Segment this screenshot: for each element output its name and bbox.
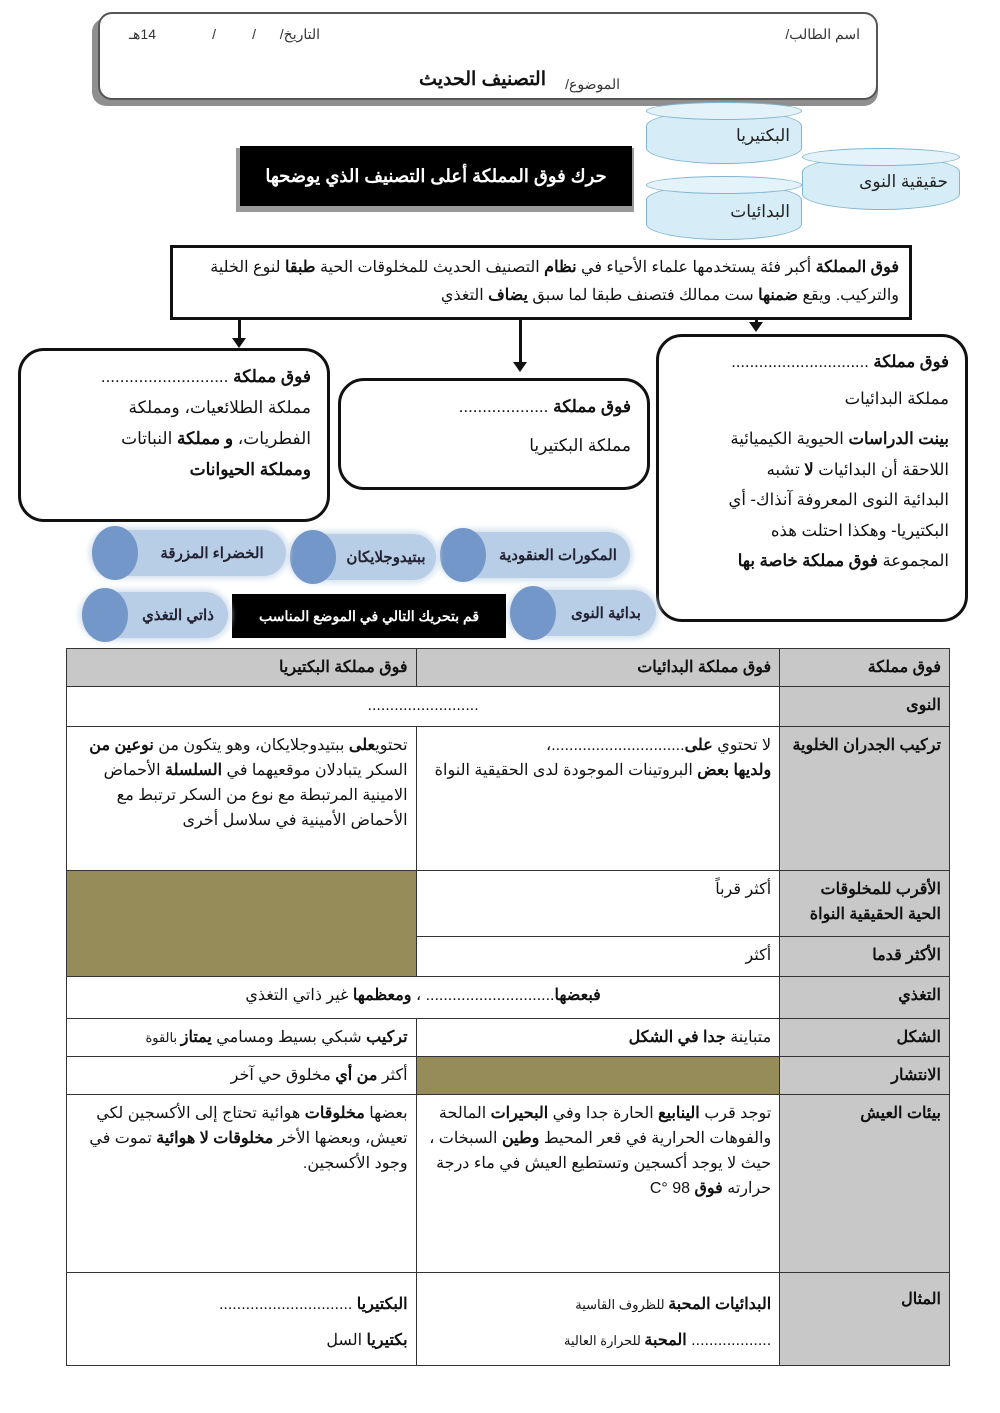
blank-dots[interactable]: ............................. ، [411,987,555,1004]
row-label: تركيب الجدران الخلوية [780,727,950,871]
blank-dots[interactable]: ......................... [67,687,780,727]
cell-archaea-habitat [416,1095,780,1273]
cell-bold: تركيب [366,1029,408,1046]
pill-label: ببتيدوجلايكان [346,549,426,566]
arrow-middle-head [513,362,527,372]
arrow-right-head [749,322,763,332]
cell-text: للحرارة العالية [564,1333,645,1348]
table-header-label: فوق مملكة [780,649,950,687]
cell-text: بالقوة [145,1030,181,1045]
box-archaea [656,334,968,622]
cell-text: تحتوي [375,737,408,754]
pill-circle [440,528,486,582]
cell-text: متباينة [725,1029,772,1046]
table-row [67,977,950,1019]
table-row [67,649,950,687]
cell-bacteria-wall [67,727,417,871]
cylinder-top [802,148,960,166]
cell-bold: فوق [694,1180,723,1197]
cell-nutrition [67,977,780,1019]
box-title: فوق مملكة [553,397,631,416]
def-text: أكبر فئة يستخدمها علماء الأحياء في [576,259,816,276]
table-row [67,687,950,727]
table-row [67,1019,950,1057]
row-label: الانتشار [780,1057,950,1095]
pill-label: الخضراء المزرقة [160,545,264,562]
box-title: فوق مملكة [873,353,949,371]
blank-dots[interactable]: .............................. [218,1296,357,1313]
cell-bacteria-habitat [67,1095,417,1273]
cell-text: 98 °C [649,1180,695,1197]
cell-text: المالحة والفوهات الحرارية في قعر المحيط [438,1105,772,1147]
topic-label: الموضوع/ [565,76,620,92]
box-line: البكتيريا- وهكذا احتلت هذه [770,521,949,540]
row-label: التغذي [780,977,950,1019]
blank-dots[interactable]: ..............................، [546,737,685,754]
box-line [675,455,949,486]
pill-circle [290,530,336,584]
def-text: ست ممالك فتصنف طبقا لما سبق [527,287,759,304]
cell-bacteria-example [67,1273,417,1366]
cylinder-top [646,102,802,120]
drop-zone-olive[interactable] [416,1057,780,1095]
student-name-label: اسم الطالب/ [785,26,860,42]
cell-archaea-wall [416,727,780,871]
def-text: التغذي [440,287,489,304]
cylinder-eukarya[interactable] [802,148,960,210]
arrow-left-head [232,338,246,348]
box-line: مملكة البدائيات [844,389,949,408]
box-line [675,546,949,577]
year-label: 14هـ [128,26,156,42]
row-label: الشكل [780,1019,950,1057]
def-bold: يضاف [488,287,528,304]
date-label: التاريخ/ [279,26,320,42]
box-title-row [675,347,949,378]
cell-bold: ولديها بعض [697,762,772,779]
blank-dots[interactable]: ................... [458,397,549,416]
cylinder-label: حقيقية النوى [859,172,948,191]
box-title-row [37,361,311,392]
cell-text: الأحماض الامينية المرتبطة مع نوع من السكر ترتبط مع الأحماض الأمينية في سلاسل أخرى [103,762,408,829]
row-label: النوى [780,687,950,727]
definition-box [170,245,912,320]
box-text: تشبه [766,460,805,479]
instruction-banner: حرك فوق المملكة أعلى التصنيف الذي يوضحها [240,146,632,206]
cell-bacteria-shape [67,1019,417,1057]
pill-label: المكورات العنقودية [499,547,617,564]
cell-bold: نوعين من [89,737,154,754]
cell-bold: بكتيريا [366,1332,408,1349]
box-bold: بينت الدراسات [848,430,949,448]
cell-bold: المحبة [644,1332,692,1349]
cylinder-archaea[interactable] [646,176,802,240]
box-line: مملكة البكتيريا [529,436,631,455]
cell-bold: يمتاز [180,1029,212,1046]
cell-bold: البدائيات المحبة [668,1296,772,1313]
cell-text: توجد قرب [699,1105,772,1122]
box-line [37,423,311,454]
cell-bold: الينابيع [658,1105,700,1122]
box-bold: و مملكة [177,429,234,448]
box-title: فوق مملكة [233,367,311,386]
table-row [67,871,950,937]
cell-bold: مخلوقات لا هوائية [156,1130,274,1147]
cell-text: السبخات ، حيث لا يوجد أكسجين وتستطيع العيش في ماء درجة حرارته [429,1130,772,1197]
cell-bold: على [348,737,376,754]
box-text: الفطريات، [233,429,311,448]
blank-dots[interactable]: .................. [691,1332,772,1349]
cell-bold: من أي [335,1067,378,1084]
cell-text: السل [326,1332,367,1349]
cell-bold: على [684,737,713,754]
drop-zone-olive[interactable] [67,871,417,977]
cell-text: هوائية تحتاج إلى الأكسجين لكي تعيش، وبعضها الأخر [96,1105,408,1147]
instruction-banner-2: قم بتحريك التالي في الموضع المناسب [232,594,506,638]
box-text: الحيوية الكيميائية [730,430,849,448]
row-label: المثال [780,1273,950,1366]
date-slash: / [212,26,216,42]
box-text: النباتات [121,429,178,448]
cell-archaea-shape [416,1019,780,1057]
row-label: الأكثر قدما [780,937,950,977]
blank-dots[interactable]: ........................... [100,367,229,386]
cell-text: للظروف القاسية [575,1297,669,1312]
cylinder-label: البدائيات [730,202,790,221]
table-header-archaea: فوق مملكة البدائيات [416,649,780,687]
table-row [67,1057,950,1095]
drag-pill-peptidoglycan[interactable] [290,534,436,580]
pill-circle [510,586,556,640]
row-label: الأقرب للمخلوقات الحية الحقيقية النواة [780,871,950,937]
box-bold: فوق مملكة خاصة بها [737,552,878,570]
table-header-bacteria: فوق مملكة البكتيريا [67,649,417,687]
cell-bold: فبعضها [554,987,601,1004]
cylinder-top [646,176,802,194]
pill-label: بدائية النوى [571,605,641,622]
cylinder-bacteria[interactable] [646,102,802,164]
drag-pill-prokaryote[interactable] [510,590,656,636]
cell-text: لا تحتوي [712,737,772,754]
box-line: ومملكة الحيوانات [189,460,311,479]
arrow-middle-line [519,320,522,362]
cell-text: البروتينات الموجودة لدى الحقيقية النواة [434,762,698,779]
def-bold: فوق المملكة [815,259,899,276]
box-line: البدائية النوى المعروفة آنذاك- أي [728,491,949,509]
box-line: مملكة الطلائعيات، ومملكة [128,398,311,417]
table-row [67,1095,950,1273]
def-bold: طبقا [285,259,316,276]
drag-pill-staphylococcus[interactable] [440,532,630,578]
cylinder-label: البكتيريا [736,126,790,145]
blank-dots[interactable]: .............................. [731,353,869,371]
box-bold: لا [804,460,814,479]
cell-text: تموت في وجود الأكسجين. [89,1130,408,1172]
pill-circle [92,526,138,580]
cell-text: السكر يتبادلان موقعيهما في [222,762,408,779]
cell-bold: البكتيريا [356,1296,408,1313]
box-text: المجموعة [877,552,949,570]
def-bold: ضمنها [758,287,799,304]
cell-text: شبكي بسيط ومسامي [211,1029,367,1046]
cell-bacteria-spread [67,1057,417,1095]
comparison-table [66,648,950,1366]
def-text: التصنيف الحديث للمخلوقات الحية [315,259,545,276]
cell-archaea-oldest: أكثر [416,937,780,977]
box-bacteria [338,378,650,490]
cell-text: أكثر [377,1067,408,1084]
worksheet-header [98,12,878,100]
cell-bold: مخلوقات [304,1105,365,1122]
cell-bold: السلسلة [164,762,223,779]
def-bold: نظام [544,259,577,276]
pill-circle [82,588,128,642]
cell-text: بعضها [364,1105,408,1122]
cell-bold: البحيرات [490,1105,549,1122]
table-row [67,727,950,871]
page-title: التصنيف الحديث [419,69,546,90]
pill-label: ذاتي التغذي [142,607,214,624]
date-slash: / [252,26,256,42]
drag-pill-autotroph[interactable] [82,592,228,638]
cell-text: ببتيدوجلايكان، وهو يتكون من [153,737,349,754]
row-label: بيئات العيش [780,1095,950,1273]
box-line [675,424,949,455]
cell-text: غير ذاتي التغذي [245,987,353,1004]
box-text: اللاحقة أن البدائيات [813,460,949,479]
cell-archaea-closest: أكثر قرباً [416,871,780,937]
cell-archaea-example [416,1273,780,1366]
box-title-row [357,391,631,422]
cell-bold: ومعظمها [352,987,412,1004]
cell-text: الحارة جدا وفي [548,1105,659,1122]
box-eukarya [18,348,330,522]
table-row [67,1273,950,1366]
arrow-left-line [238,320,241,340]
def-text: لنوع الخلية والتركيب. ويقع [210,259,899,304]
cell-bold: جدا في الشكل [628,1029,726,1046]
cell-bold: وطين [501,1130,540,1147]
drag-pill-cyanobacteria[interactable] [92,530,286,576]
cell-text: مخلوق حي آخر [230,1067,336,1084]
